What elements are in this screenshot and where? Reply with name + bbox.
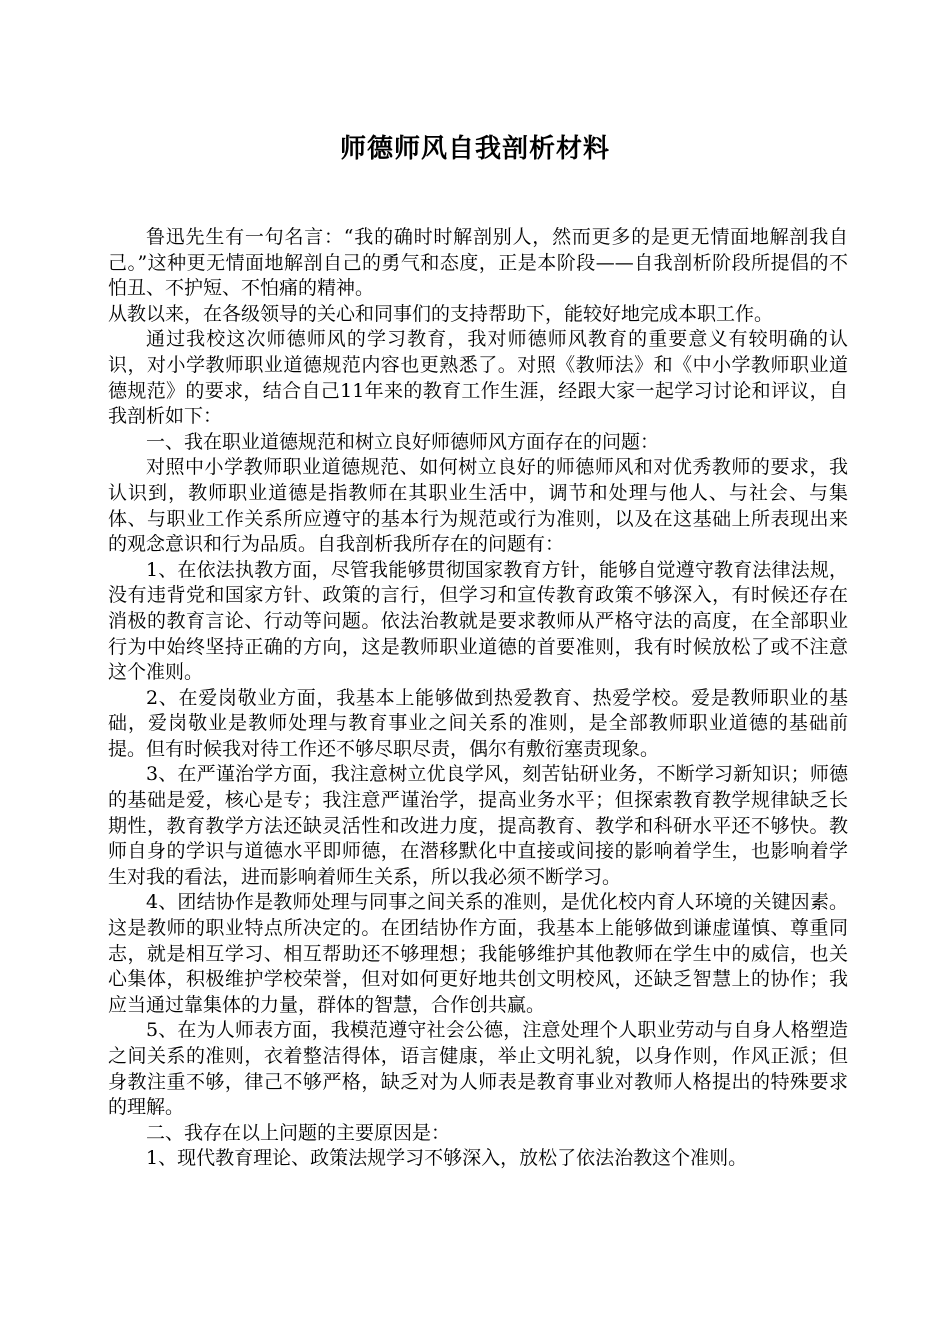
paragraph-intro-quote: 鲁迅先生有一句名言：“我的确时时解剖别人，然而更多的是更无情面地解剖我自己。”这种更无情面地解剖自己的勇气和态度，正是本阶段——自我剖析阶段所提倡的不怕丑、不护短、不怕痛的精神。 xyxy=(108,226,848,300)
paragraph-cause-1: 1、现代教育理论、政策法规学习不够深入，放松了依法治教这个准则。 xyxy=(146,1147,748,1170)
paragraph-ethics-definition: 对照中小学教师职业道德规范、如何树立良好的师德师风和对优秀教师的要求，我认识到，教师职业道德是指教师在其职业生活中，调节和处理与他人、与社会、与集体、与职业工作关系所应遵守的基本行为规范或行为准则，以及在这基础上所表现出来的观念意识和行为品质。自我剖析我所存在的问题有： xyxy=(108,456,848,556)
paragraph-study-education: 通过我校这次师德师风的学习教育，我对师德师风教育的重要意义有较明确的认识，对小学教师职业道德规范内容也更熟悉了。对照《教师法》和《中小学教师职业道德规范》的要求，结合自己11年来的教育工作生涯，经跟大家一起学习讨论和评议，自我剖析如下： xyxy=(108,328,848,428)
section-heading-causes: 二、我存在以上问题的主要原因是： xyxy=(146,1121,451,1144)
paragraph-item-4-teamwork: 4、团结协作是教师处理与同事之间关系的准则，是优化校内育人环境的关键因素。这是教师的职业特点所决定的。在团结协作方面，我基本上能够做到谦虚谨慎、尊重同志，就是相互学习、相互帮助还不够理想；我能够维护其他教师在学生中的威信，也关心集体，积极维护学校荣誉，但对如何更好地共创文明校风，还缺乏智慧上的协作；我应当通过靠集体的力量，群体的智慧，合作创共赢。 xyxy=(108,891,848,1016)
document-body xyxy=(108,225,848,1172)
document-title: 师德师风自我剖析材料 xyxy=(339,134,610,164)
paragraph-item-2-dedication: 2、在爱岗敬业方面，我基本上能够做到热爱教育、热爱学校。爱是教师职业的基础，爱岗敬业是教师处理与教育事业之间关系的准则，是全部教师职业道德的基础前提。但有时候我对待工作还不够尽职尽责，偶尔有敷衍塞责现象。 xyxy=(108,686,848,760)
paragraph-item-5-role-model: 5、在为人师表方面，我模范遵守社会公德，注意处理个人职业劳动与自身人格塑造之间关系的准则，衣着整洁得体，语言健康，举止文明礼貌，以身作则，作风正派；但身教注重不够，律己不够严格，缺乏对为人师表是教育事业对教师人格提出的特殊要求的理解。 xyxy=(108,1019,848,1119)
paragraph-item-3-scholarship: 3、在严谨治学方面，我注意树立优良学风，刻苦钻研业务，不断学习新知识；师德的基础是爱，核心是专；我注意严谨治学，提高业务水平；但探索教育教学规律缺乏长期性，教育教学方法还缺灵活性和改进力度，提高教育、教学和科研水平还不够快。教师自身的学识与道德水平即师德，在潜移默化中直接或间接的影响着学生，也影响着学生对我的看法，进而影响着师生关系，所以我必须不断学习。 xyxy=(108,763,848,888)
section-heading-problems: 一、我在职业道德规范和树立良好师德师风方面存在的问题： xyxy=(146,430,660,453)
paragraph-work-since-teaching: 从教以来，在各级领导的关心和同事们的支持帮助下，能较好地完成本职工作。 xyxy=(108,302,774,325)
paragraph-item-1-law: 1、在依法执教方面，尽管我能够贯彻国家教育方针，能够自觉遵守教育法律法规，没有违背党和国家方针、政策的言行，但学习和宣传教育政策不够深入，有时候还存在消极的教育言论、行动等问题。依法治教就是要求教师从严格守法的高度，在全部职业行为中始终坚持正确的方向，这是教师职业道德的首要准则，我有时候放松了或不注意这个准则。 xyxy=(108,558,848,684)
